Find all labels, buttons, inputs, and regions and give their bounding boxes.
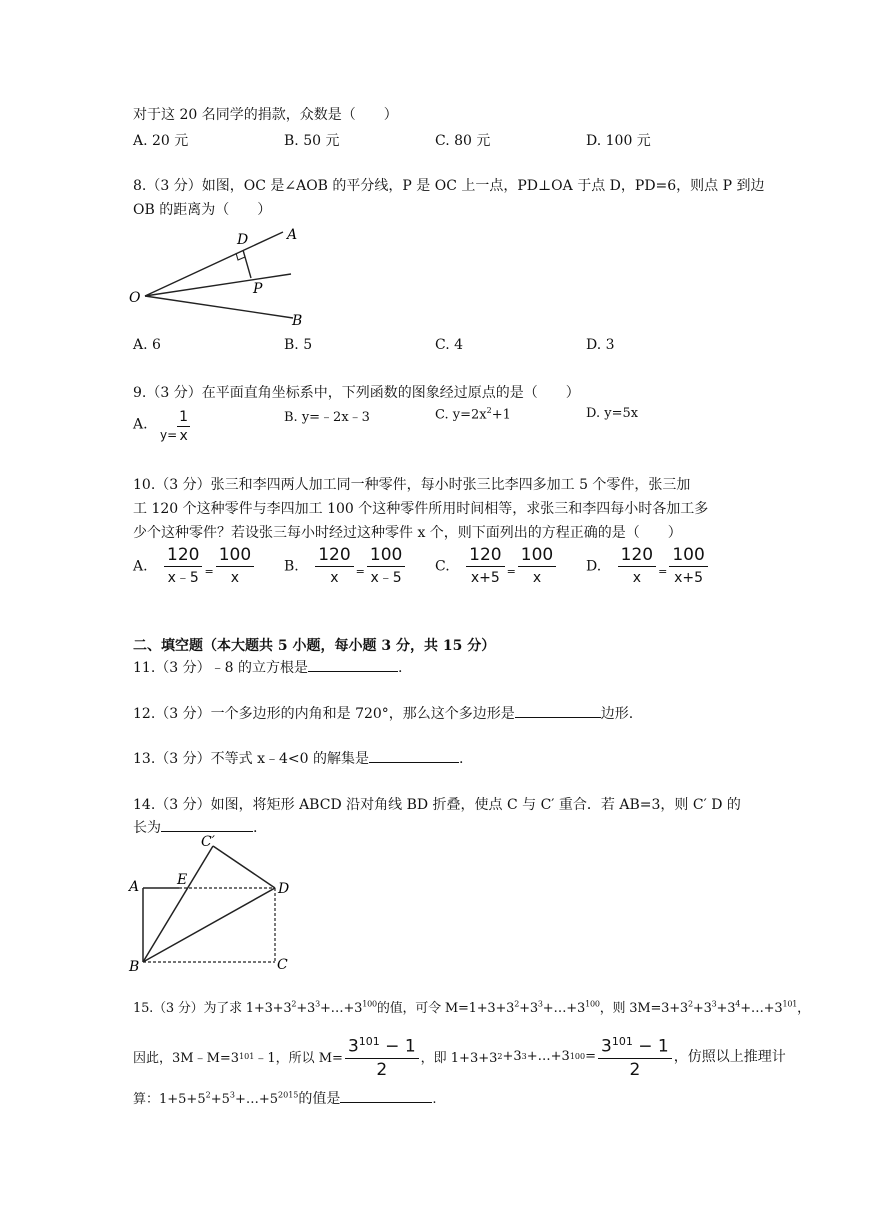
- q15-sup: 2: [291, 999, 297, 1009]
- q15-frac2-num: [598, 1031, 672, 1059]
- q15-sup: 2: [205, 1090, 211, 1100]
- q10-a-rd: x: [230, 570, 240, 586]
- q15-l1-g: ，则 3M=3+3: [599, 1001, 688, 1016]
- q15-frac-tail: − 1: [632, 1036, 669, 1057]
- q10-c-rd: x: [532, 570, 542, 586]
- q11-text: 11.（3 分）﹣8 的立方根是: [133, 660, 308, 676]
- q15-l2-b: ﹣1，所以 M=: [254, 1050, 343, 1066]
- q10-d-rn: 100: [669, 544, 707, 567]
- q10-b-ln: 120: [315, 544, 353, 567]
- q13-text: 13.（3 分）不等式 x﹣4<0 的解集是: [133, 751, 369, 767]
- q10-c-rn: 100: [518, 544, 556, 567]
- q15-sup: 3: [229, 1090, 235, 1100]
- q14-line2-text: 长为: [133, 820, 161, 836]
- q10-b-rd: x﹣5: [370, 570, 402, 586]
- q10-c-right-frac: [518, 544, 556, 589]
- q13-answer-blank[interactable]: [369, 748, 459, 763]
- q15-sup: 2: [497, 1051, 503, 1061]
- q9-options: [133, 406, 753, 446]
- q14-line1: 14.（3 分）如图，将矩形 ABCD 沿对角线 BD 折叠，使点 C 与 C′ 重合．若 AB=3，则 C′ D 的: [133, 797, 741, 813]
- q15-sup: 2: [514, 999, 520, 1009]
- q9-a-num: 1: [179, 409, 189, 425]
- q14-label-c-prime: C′: [201, 834, 215, 850]
- q10-a-ln: 120: [164, 544, 202, 567]
- q15-l1-j: +…+3: [740, 1001, 783, 1016]
- q15-l3-d: 的值是: [298, 1091, 341, 1107]
- q10-option-b: [284, 544, 407, 589]
- q13: [133, 748, 463, 768]
- q10-a-label: A.: [133, 558, 148, 575]
- q15-sup: 3: [315, 999, 320, 1009]
- q15-frac-base: 3: [601, 1036, 612, 1057]
- q15-sup: 3: [521, 1051, 527, 1061]
- q10-c-eq: =: [506, 564, 516, 578]
- q9-c-prefix: C. y=2x: [435, 407, 487, 423]
- q8-option-b: B. 5: [284, 337, 313, 353]
- q15-l3-c: +…+5: [234, 1092, 279, 1107]
- q8-line2: OB 的距离为（ ）: [133, 202, 272, 218]
- q10-a-ld: x﹣5: [167, 570, 199, 586]
- q15-frac1-num: [345, 1031, 419, 1059]
- q15-period: .: [432, 1092, 437, 1107]
- q10-c-label: C.: [435, 558, 450, 575]
- q10-c-ld: x+5: [470, 570, 500, 586]
- q15-sup: 101: [782, 999, 798, 1009]
- q8-angle-figure: [125, 222, 315, 330]
- q8-line1: 8.（3 分）如图，OC 是∠AOB 的平分线，P 是 OC 上一点，PD⊥OA 于点 D，PD=6，则点 P 到边: [133, 178, 765, 194]
- q10-d-label: D.: [586, 558, 602, 575]
- q15-line3: [133, 1088, 437, 1108]
- q7-option-c: C. 80 元: [435, 133, 491, 149]
- q9-c-suffix: +1: [491, 407, 511, 423]
- q12-answer-blank[interactable]: [515, 703, 601, 718]
- q15-sup: 100: [569, 1051, 586, 1061]
- q15-sup: 3: [537, 999, 543, 1009]
- q10-b-right-frac: [367, 544, 405, 589]
- q7-stem: 对于这 20 名同学的捐款，众数是（ ）: [133, 107, 398, 123]
- q15-sup: 100: [585, 999, 600, 1009]
- q14-label-d: D: [278, 881, 290, 897]
- q15-l2-a: 因此，3M﹣M=3: [133, 1050, 240, 1066]
- q15-l2-g: ，仿照以上推理计: [673, 1049, 786, 1065]
- q9-option-c: [435, 406, 511, 422]
- q15-frac-base: 3: [347, 1036, 359, 1057]
- q15-l3-a: 算：1+5+5: [133, 1092, 206, 1107]
- q8-option-d: D. 3: [586, 337, 615, 353]
- q9-option-a: [133, 406, 190, 443]
- q10-d-eq: =: [658, 564, 668, 578]
- q14-label-e: E: [177, 872, 188, 888]
- q15-frac2-den: 2: [629, 1059, 641, 1080]
- q10-b-eq: =: [355, 564, 365, 578]
- q10-option-a: [133, 544, 256, 589]
- q15-line1: [133, 997, 810, 1016]
- q15-l1-h: +3: [692, 1001, 712, 1016]
- q10-line3: 少个这种零件？若设张三每小时经过这种零件 x 个，则下面列出的方程正确的是（ ）: [133, 525, 682, 541]
- q15-l1-c: +…+3: [319, 1001, 363, 1016]
- q8-label-b: B: [292, 313, 303, 329]
- q15-l3-b: +5: [210, 1092, 230, 1107]
- q8-label-d: D: [237, 232, 249, 248]
- q14-label-a: A: [129, 879, 140, 895]
- q15-fraction-2: [598, 1031, 672, 1081]
- q15-frac-tail: − 1: [379, 1036, 416, 1057]
- q15-sup: 2015: [278, 1090, 299, 1100]
- q10-line2: 工 120 个这种零件与李四加工 100 个这种零件所用时间相等，求张三和李四每小时各加工多: [133, 501, 709, 517]
- q8-option-a: A. 6: [133, 337, 161, 353]
- q9-option-a-fraction: [177, 408, 190, 445]
- q7-option-d: D. 100 元: [586, 133, 651, 149]
- q10-d-right-frac: [669, 544, 707, 589]
- q10-a-eq: =: [204, 564, 214, 578]
- q11-answer-blank[interactable]: [308, 657, 398, 672]
- q10-b-rn: 100: [367, 544, 405, 567]
- q14-rectangle-figure: [125, 832, 305, 977]
- q10-line1: 10.（3 分）张三和李四两人加工同一种零件，每小时张三比李四多加工 5 个零件，张三加: [133, 477, 691, 493]
- q12: [133, 703, 633, 723]
- q15-sup: 3: [711, 999, 717, 1009]
- q8-label-p: P: [253, 281, 263, 297]
- q15-frac1-den: 2: [376, 1059, 388, 1080]
- q15-l1-i: +3: [716, 1001, 736, 1016]
- q9-option-a-prefix: y=: [160, 427, 178, 442]
- q15-l2-e: +…+3: [526, 1048, 570, 1064]
- q10-d-ln: 120: [618, 544, 656, 567]
- q15-l1-f: +…+3: [542, 1001, 586, 1016]
- q15-l2-c: ，即 1+3+3: [420, 1050, 498, 1066]
- q7-option-b: B. 50 元: [284, 133, 340, 149]
- q14-label-c: C: [277, 957, 288, 973]
- q15-answer-blank[interactable]: [340, 1088, 432, 1103]
- q10-c-left-frac: [466, 544, 504, 589]
- q15-sup: 101: [239, 1051, 255, 1061]
- q9-a-den: x: [179, 428, 188, 444]
- q11-period: .: [397, 660, 403, 676]
- q10-a-left-frac: [164, 544, 202, 589]
- q10-d-rd: x+5: [674, 570, 703, 586]
- q8-label-a: A: [287, 227, 298, 243]
- q15-line2: [133, 1031, 786, 1081]
- q10-option-c: [435, 544, 558, 589]
- q9-option-b: B. y=﹣2x﹣3: [284, 410, 370, 425]
- q12-suffix: 边形.: [600, 706, 634, 722]
- q15-sup: 2: [687, 999, 693, 1009]
- q10-b-left-frac: [315, 544, 353, 589]
- q12-text: 12.（3 分）一个多边形的内角和是 720°，那么这个多边形是: [133, 706, 515, 722]
- q10-d-left-frac: [618, 544, 656, 589]
- q11: [133, 657, 402, 677]
- section-2-heading: 二、填空题（本大题共 5 小题，每小题 3 分，共 15 分）: [133, 638, 496, 654]
- q15-l2-d: +3: [502, 1048, 522, 1064]
- q15-l1-b: +3: [296, 1001, 316, 1016]
- q9-c-sup: 2: [486, 406, 492, 415]
- q9-option-a-label: A.: [133, 416, 148, 433]
- q10-a-rn: 100: [216, 544, 254, 567]
- q10-options: [133, 544, 753, 588]
- q9-option-d: D. y=5x: [586, 406, 639, 421]
- q15-l1-k: ，: [797, 1001, 810, 1016]
- q15-fraction-1: [345, 1031, 419, 1081]
- q14-period: .: [253, 820, 258, 836]
- q15-frac-sup: 101: [358, 1035, 380, 1049]
- q15-l1-d: 的值，可令 M=1+3+3: [376, 1001, 515, 1016]
- q14-label-b: B: [129, 959, 140, 975]
- q15-l1-e: +3: [519, 1001, 538, 1016]
- q7-option-a: A. 20 元: [133, 133, 189, 149]
- q10-b-ld: x: [330, 570, 339, 586]
- q15-sup: 100: [362, 999, 377, 1009]
- q13-period: .: [458, 751, 464, 767]
- q15-sup: 4: [735, 999, 741, 1009]
- q10-a-right-frac: [216, 544, 254, 589]
- q10-option-d: [586, 544, 710, 589]
- q15-frac-sup: 101: [611, 1035, 633, 1049]
- q15-l1-a: 15.（3 分）为了求 1+3+3: [133, 1001, 292, 1016]
- q9-stem: 9.（3 分）在平面直角坐标系中，下列函数的图象经过原点的是（ ）: [133, 385, 580, 401]
- q14-answer-blank[interactable]: [161, 817, 253, 832]
- q15-l2-f: =: [585, 1048, 596, 1064]
- q10-c-ln: 120: [466, 544, 504, 567]
- q10-b-label: B.: [284, 558, 299, 575]
- q10-d-ld: x: [632, 570, 642, 586]
- q8-label-o: O: [129, 290, 141, 306]
- q8-option-c: C. 4: [435, 337, 464, 353]
